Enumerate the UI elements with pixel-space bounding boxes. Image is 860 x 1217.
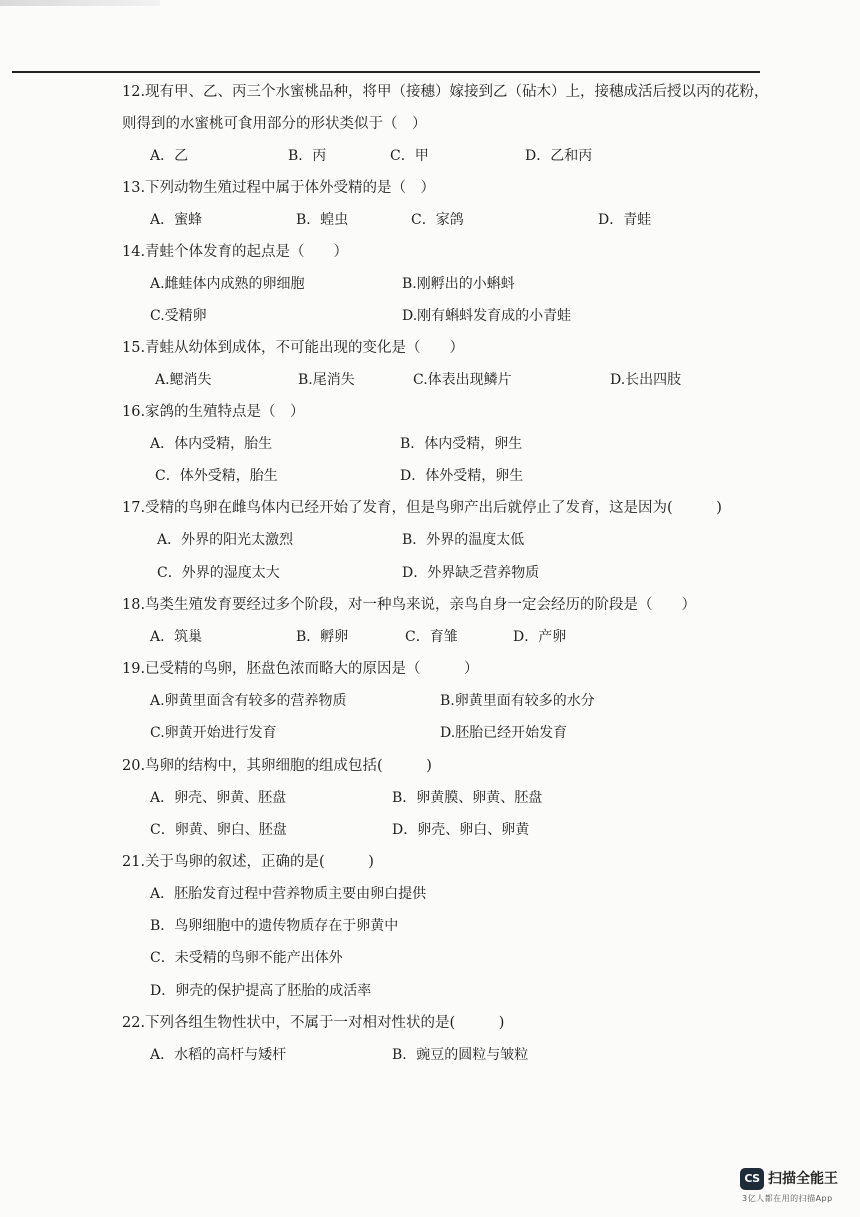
question-19-option-b: B.卵黄里面有较多的水分: [440, 693, 595, 709]
question-15-option-c: C.体表出现鳞片: [413, 372, 512, 388]
question-12-option-b: B．丙: [288, 148, 327, 164]
question-13-option-c: C．家鸽: [411, 212, 464, 228]
question-13-option-b: B．蝗虫: [296, 212, 349, 228]
question-17-option-c: C．外界的湿度太大: [157, 565, 280, 581]
question-21-option-c: C．未受精的鸟卵不能产出体外: [150, 950, 343, 966]
question-21-option-b: B．鸟卵细胞中的遗传物质存在于卵黄中: [150, 918, 399, 934]
question-14-option-b: B.刚孵出的小蝌蚪: [402, 276, 515, 292]
question-16-option-a: A．体内受精，胎生: [150, 436, 273, 452]
question-22-option-b: B．豌豆的圆粒与皱粒: [392, 1047, 529, 1063]
question-22-stem: 22.下列各组生物性状中，不属于一对相对性状的是( ): [122, 1015, 505, 1031]
question-18-option-d: D．产卵: [513, 629, 567, 645]
question-14-option-d: D.刚有蝌蚪发育成的小青蛙: [402, 308, 572, 324]
camscanner-tagline: 3亿人都在用的扫描App: [742, 1194, 833, 1203]
question-20-option-a: A．卵壳、卵黄、胚盘: [150, 790, 287, 806]
question-13-option-a: A．蜜蜂: [150, 212, 203, 228]
question-17-stem: 17.受精的鸟卵在雌鸟体内已经开始了发育，但是鸟卵产出后就停止了发育，这是因为( ): [122, 500, 722, 516]
camscanner-logo-icon: CS: [740, 1168, 764, 1190]
question-15-option-d: D.长出四肢: [610, 372, 682, 388]
question-14-option-a: A.雌蛙体内成熟的卵细胞: [150, 276, 305, 292]
question-20-stem: 20.鸟卵的结构中，其卵细胞的组成包括( ): [122, 758, 432, 774]
question-18-stem: 18.鸟类生殖发育要经过多个阶段，对一种鸟来说，亲鸟自身一定会经历的阶段是（ ）: [122, 597, 697, 613]
question-12-stem-cont: 则得到的水蜜桃可食用部分的形状类似于（ ）: [122, 116, 427, 132]
question-14-stem: 14.青蛙个体发育的起点是（ ）: [122, 244, 349, 260]
question-17-option-d: D．外界缺乏营养物质: [402, 565, 540, 581]
question-13-option-d: D．青蛙: [598, 212, 652, 228]
question-20-option-d: D．卵壳、卵白、卵黄: [392, 822, 530, 838]
question-17-option-a: A．外界的阳光太激烈: [157, 532, 294, 548]
question-17-option-b: B．外界的温度太低: [402, 532, 525, 548]
question-15-option-b: B.尾消失: [298, 372, 355, 388]
camscanner-app-name: 扫描全能王: [768, 1171, 838, 1187]
question-15-stem: 15.青蛙从幼体到成体，不可能出现的变化是（ ）: [122, 340, 465, 356]
question-12-stem: 12.现有甲、乙、丙三个水蜜桃品种，将甲（接穗）嫁接到乙（砧木）上，接穗成活后授以丙的花粉，: [122, 84, 769, 100]
question-12-option-d: D．乙和丙: [525, 148, 593, 164]
question-13-stem: 13.下列动物生殖过程中属于体外受精的是（ ）: [122, 180, 436, 196]
question-19-option-c: C.卵黄开始进行发育: [150, 725, 277, 741]
question-18-option-b: B．孵卵: [296, 629, 349, 645]
camscanner-watermark: [740, 1163, 850, 1211]
question-15-option-a: A.鳃消失: [155, 372, 212, 388]
question-21-stem: 21.关于鸟卵的叙述，正确的是( ): [122, 854, 374, 870]
question-16-option-d: D．体外受精，卵生: [400, 468, 524, 484]
question-12-option-a: A．乙: [150, 148, 189, 164]
question-19-stem: 19.已受精的鸟卵，胚盘色浓而略大的原因是（ ）: [122, 661, 479, 677]
question-14-option-c: C.受精卵: [150, 308, 207, 324]
question-19-option-d: D.胚胎已经开始发育: [440, 725, 568, 741]
question-19-option-a: A.卵黄里面含有较多的营养物质: [150, 693, 347, 709]
question-16-option-c: C．体外受精，胎生: [155, 468, 278, 484]
question-18-option-a: A．筑巢: [150, 629, 203, 645]
question-21-option-d: D．卵壳的保护提高了胚胎的成活率: [150, 983, 372, 999]
question-16-option-b: B．体内受精，卵生: [400, 436, 523, 452]
question-16-stem: 16.家鸽的生殖特点是（ ）: [122, 404, 305, 420]
question-21-option-a: A．胚胎发育过程中营养物质主要由卵白提供: [150, 886, 427, 902]
question-20-option-b: B．卵黄膜、卵黄、胚盘: [392, 790, 543, 806]
question-18-option-c: C．育雏: [405, 629, 458, 645]
question-12-option-c: C．甲: [390, 148, 429, 164]
question-20-option-c: C．卵黄、卵白、胚盘: [150, 822, 287, 838]
question-22-option-a: A．水稻的高杆与矮杆: [150, 1047, 287, 1063]
